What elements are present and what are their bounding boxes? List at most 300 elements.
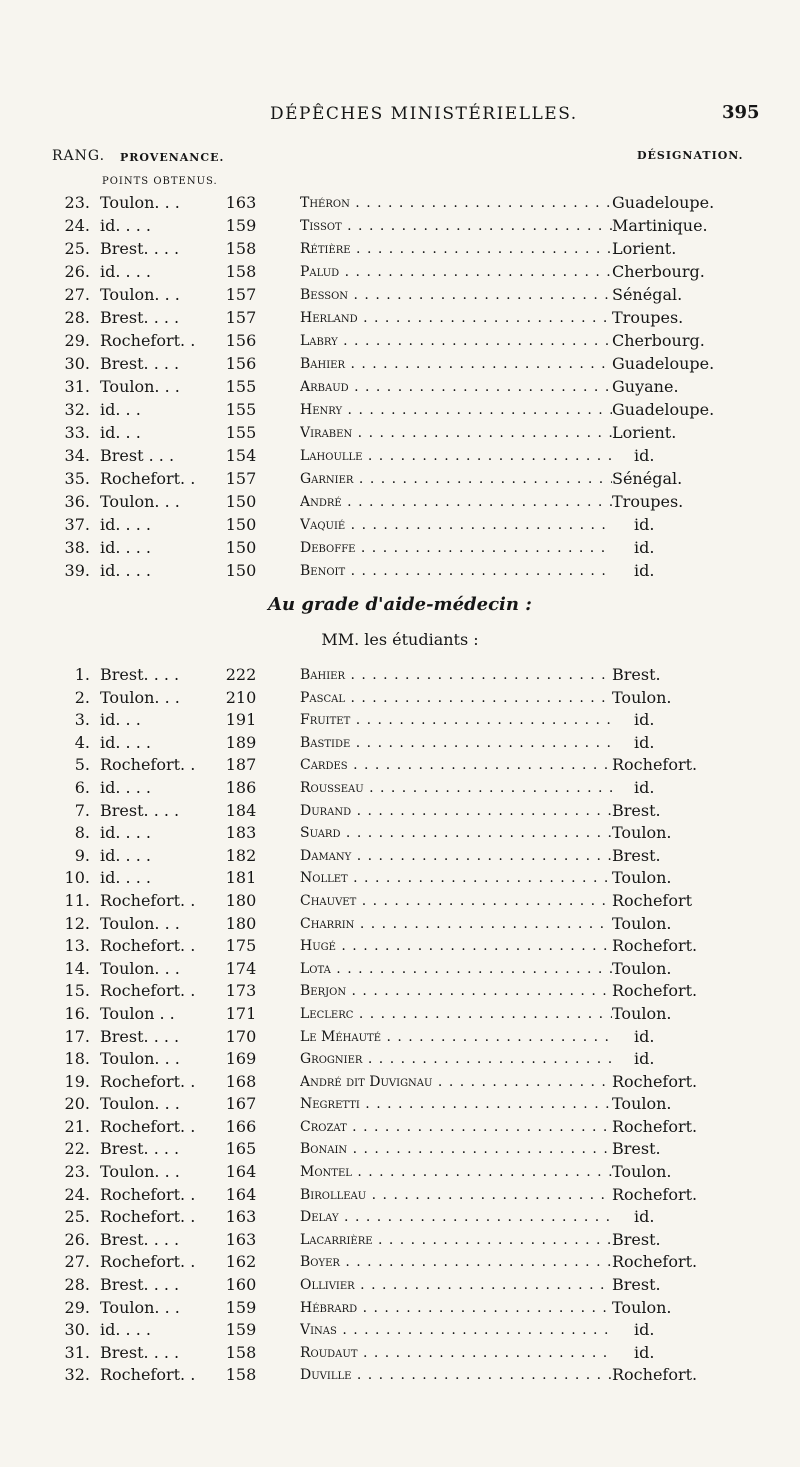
table-row xyxy=(0,1027,800,1050)
table-row xyxy=(0,1230,800,1253)
table-row xyxy=(0,1252,800,1275)
table-row xyxy=(0,1049,800,1072)
name-cell: Benoit . . . xyxy=(300,563,612,579)
provenance-cell: Brest. . . . xyxy=(100,1229,180,1249)
name-cell: Crozat . . . xyxy=(300,1119,612,1135)
points-cell: 170 xyxy=(225,1026,257,1046)
designation-cell: Toulon. xyxy=(612,823,672,843)
designation-cell: Martinique. xyxy=(612,216,708,235)
designation-cell: Troupes. xyxy=(612,308,684,327)
rank-cell: 37. xyxy=(64,515,90,534)
table-row xyxy=(0,1275,800,1298)
table-row xyxy=(0,846,800,869)
designation-cell: id. xyxy=(634,732,655,752)
table-row xyxy=(0,423,800,446)
column-head-provenance: PROVENANCE. xyxy=(120,151,225,164)
name-cell: Nollet . . . xyxy=(300,870,612,886)
designation-cell: Toulon. xyxy=(612,1297,672,1317)
rank-cell: 39. xyxy=(64,561,90,580)
provenance-cell: Toulon. . . xyxy=(100,958,180,978)
provenance-cell: Rochefort. . xyxy=(100,981,196,1001)
name-cell: Palud . . . xyxy=(300,264,612,280)
name-cell: Pascal . . . xyxy=(300,690,612,706)
provenance-cell: Toulon. . . xyxy=(100,377,180,396)
name-cell: Bonain . . . xyxy=(300,1141,612,1157)
provenance-cell: Brest. . . . xyxy=(100,1026,180,1046)
rank-cell: 34. xyxy=(64,446,90,465)
designation-cell: Rochefort xyxy=(612,890,693,910)
rank-cell: 4. xyxy=(74,732,90,752)
designation-cell: Toulon. xyxy=(612,687,672,707)
name-cell: Vinas . . . xyxy=(300,1322,612,1338)
table-row xyxy=(0,755,800,778)
rank-cell: 38. xyxy=(64,538,90,557)
rank-cell: 19. xyxy=(64,1071,90,1091)
rank-cell: 6. xyxy=(74,777,90,797)
rank-cell: 15. xyxy=(64,981,90,1001)
designation-cell: id. xyxy=(634,538,655,557)
provenance-cell: id. . . . xyxy=(100,868,151,888)
points-cell: 155 xyxy=(225,423,257,442)
name-cell: Birolleau . . . xyxy=(300,1187,612,1203)
name-cell: Duville . . . xyxy=(300,1367,612,1383)
provenance-cell: Toulon. . . xyxy=(100,1162,180,1182)
name-cell: Labry . . . xyxy=(300,333,612,349)
designation-cell: Brest. xyxy=(612,1275,661,1295)
points-cell: 175 xyxy=(225,936,257,956)
name-cell: Leclerc . . . xyxy=(300,1006,612,1022)
points-cell: 186 xyxy=(225,777,257,797)
provenance-cell: Rochefort. . xyxy=(100,890,196,910)
rank-cell: 17. xyxy=(64,1026,90,1046)
rank-cell: 29. xyxy=(64,331,90,350)
provenance-cell: Toulon . . xyxy=(100,1003,175,1023)
provenance-cell: id. . . . xyxy=(100,515,151,534)
points-cell: 156 xyxy=(225,331,257,350)
provenance-cell: Rochefort. . xyxy=(100,1252,196,1272)
provenance-cell: id. . . . xyxy=(100,1320,151,1340)
points-cell: 159 xyxy=(225,1320,257,1340)
rank-cell: 24. xyxy=(64,216,90,235)
provenance-cell: id. . . xyxy=(100,710,141,730)
designation-cell: id. xyxy=(634,561,655,580)
rank-cell: 32. xyxy=(64,1365,90,1385)
provenance-cell: Rochefort. . xyxy=(100,1184,196,1204)
designation-cell: Toulon. xyxy=(612,913,672,933)
points-cell: 164 xyxy=(225,1162,257,1182)
provenance-cell: Rochefort. . xyxy=(100,1116,196,1136)
name-cell: Viraben . . . xyxy=(300,425,612,441)
name-cell: Berjon . . . xyxy=(300,983,612,999)
table-row xyxy=(0,1162,800,1185)
points-cell: 160 xyxy=(225,1275,257,1295)
rank-cell: 21. xyxy=(64,1116,90,1136)
table-row xyxy=(0,868,800,891)
points-cell: 163 xyxy=(225,1207,257,1227)
provenance-cell: id. . . . xyxy=(100,845,151,865)
designation-cell: Cherbourg. xyxy=(612,262,705,281)
designation-cell: id. xyxy=(634,1207,655,1227)
rank-cell: 23. xyxy=(64,193,90,212)
points-cell: 164 xyxy=(225,1184,257,1204)
table-row xyxy=(0,1094,800,1117)
name-cell: Damany . . . xyxy=(300,848,612,864)
name-cell: Delay . . . xyxy=(300,1209,612,1225)
designation-cell: Toulon. xyxy=(612,958,672,978)
provenance-cell: Brest. . . . xyxy=(100,308,180,327)
rank-cell: 36. xyxy=(64,492,90,511)
table-row xyxy=(0,959,800,982)
points-cell: 173 xyxy=(225,981,257,1001)
points-cell: 181 xyxy=(225,868,257,888)
provenance-cell: Rochefort. . xyxy=(100,469,196,488)
points-cell: 222 xyxy=(225,665,257,684)
designation-cell: Troupes. xyxy=(612,492,684,511)
table-row xyxy=(0,823,800,846)
name-cell: Bahier . . . xyxy=(300,356,612,372)
provenance-cell: id. . . . xyxy=(100,561,151,580)
designation-cell: Guyane. xyxy=(612,377,679,396)
provenance-cell: Toulon. . . xyxy=(100,285,180,304)
points-cell: 174 xyxy=(225,958,257,978)
table-row xyxy=(0,1004,800,1027)
provenance-cell: Brest. . . . xyxy=(100,239,180,258)
name-cell: Durand . . . xyxy=(300,803,612,819)
points-cell: 150 xyxy=(225,561,257,580)
points-cell: 165 xyxy=(225,1139,257,1159)
points-cell: 183 xyxy=(225,823,257,843)
designation-cell: Rochefort. xyxy=(612,1184,698,1204)
designation-cell: Lorient. xyxy=(612,239,677,258)
points-cell: 171 xyxy=(225,1003,257,1023)
designation-cell: id. xyxy=(634,1320,655,1340)
table-row xyxy=(0,914,800,937)
provenance-cell: Brest. . . . xyxy=(100,665,180,684)
name-cell: Rétière . . . xyxy=(300,241,612,257)
table-row xyxy=(0,262,800,285)
rank-cell: 14. xyxy=(64,958,90,978)
table-row xyxy=(0,377,800,400)
table-row xyxy=(0,1365,800,1388)
designation-cell: Rochefort. xyxy=(612,1365,698,1385)
table-row xyxy=(0,1117,800,1140)
designation-cell: Sénégal. xyxy=(612,469,683,488)
points-cell: 167 xyxy=(225,1094,257,1114)
table-row xyxy=(0,515,800,538)
designation-cell: id. xyxy=(634,515,655,534)
provenance-cell: id. . . . xyxy=(100,823,151,843)
table-row xyxy=(0,688,800,711)
name-cell: Chauvet . . . xyxy=(300,893,612,909)
provenance-cell: Brest. . . . xyxy=(100,1139,180,1159)
table-row xyxy=(0,239,800,262)
rank-cell: 25. xyxy=(64,1207,90,1227)
name-cell: Herland . . . xyxy=(300,310,612,326)
table-row xyxy=(0,981,800,1004)
provenance-cell: Rochefort. . xyxy=(100,1071,196,1091)
column-head-designation: DÉSIGNATION. xyxy=(637,149,744,162)
designation-cell: Rochefort. xyxy=(612,755,698,775)
table-row xyxy=(0,936,800,959)
points-cell: 150 xyxy=(225,492,257,511)
points-cell: 158 xyxy=(225,1365,257,1385)
column-head-points: POINTS OBTENUS. xyxy=(102,176,218,187)
table-row xyxy=(0,1298,800,1321)
points-cell: 155 xyxy=(225,377,257,396)
name-cell: Roudaut . . . xyxy=(300,1345,612,1361)
name-cell: Hébrard . . . xyxy=(300,1300,612,1316)
designation-cell: Brest. xyxy=(612,665,661,684)
rank-cell: 28. xyxy=(64,1275,90,1295)
rank-cell: 18. xyxy=(64,1049,90,1069)
table-row xyxy=(0,308,800,331)
name-cell: Ollivier . . . xyxy=(300,1277,612,1293)
provenance-cell: Rochefort. . xyxy=(100,755,196,775)
designation-cell: Brest. xyxy=(612,1229,661,1249)
designation-cell: Guadeloupe. xyxy=(612,193,715,212)
provenance-cell: Rochefort. . xyxy=(100,936,196,956)
name-cell: Garnier . . . xyxy=(300,471,612,487)
rank-cell: 13. xyxy=(64,936,90,956)
points-cell: 166 xyxy=(225,1116,257,1136)
table-row xyxy=(0,1207,800,1230)
rank-cell: 20. xyxy=(64,1094,90,1114)
name-cell: Arbaud . . . xyxy=(300,379,612,395)
table-row xyxy=(0,1343,800,1366)
rank-cell: 31. xyxy=(64,377,90,396)
provenance-cell: id. . . . xyxy=(100,216,151,235)
provenance-cell: Brest. . . . xyxy=(100,1342,180,1362)
designation-cell: id. xyxy=(634,1342,655,1362)
points-cell: 168 xyxy=(225,1071,257,1091)
points-cell: 157 xyxy=(225,285,257,304)
rank-cell: 26. xyxy=(64,262,90,281)
table-row xyxy=(0,561,800,584)
name-cell: Lahoulle . . . xyxy=(300,448,612,464)
table-row xyxy=(0,710,800,733)
rank-cell: 5. xyxy=(74,755,90,775)
points-cell: 150 xyxy=(225,538,257,557)
name-cell: Henry . . . xyxy=(300,402,612,418)
points-cell: 187 xyxy=(225,755,257,775)
rank-cell: 23. xyxy=(64,1162,90,1182)
name-cell: Grognier . . . xyxy=(300,1051,612,1067)
designation-cell: Toulon. xyxy=(612,1003,672,1023)
rank-cell: 33. xyxy=(64,423,90,442)
name-cell: Lacarrière . . . xyxy=(300,1232,612,1248)
rank-cell: 28. xyxy=(64,308,90,327)
points-cell: 180 xyxy=(225,913,257,933)
points-cell: 154 xyxy=(225,446,257,465)
table-row xyxy=(0,1072,800,1095)
points-cell: 158 xyxy=(225,1342,257,1362)
name-cell: André dit Duvignau . . . xyxy=(300,1074,612,1090)
points-cell: 155 xyxy=(225,400,257,419)
rank-cell: 1. xyxy=(74,665,90,684)
table-row xyxy=(0,1320,800,1343)
name-cell: Fruitet . . . xyxy=(300,712,612,728)
designation-cell: Rochefort. xyxy=(612,981,698,1001)
designation-cell: Guadeloupe. xyxy=(612,400,715,419)
table-row xyxy=(0,193,800,216)
table-row xyxy=(0,354,800,377)
designation-cell: Sénégal. xyxy=(612,285,683,304)
name-cell: Cardes . . . xyxy=(300,757,612,773)
table-row xyxy=(0,285,800,308)
name-cell: Lota . . . xyxy=(300,961,612,977)
provenance-cell: Brest . . . xyxy=(100,446,175,465)
rank-cell: 29. xyxy=(64,1297,90,1317)
rank-cell: 26. xyxy=(64,1229,90,1249)
points-cell: 150 xyxy=(225,515,257,534)
rank-cell: 30. xyxy=(64,354,90,373)
rank-cell: 35. xyxy=(64,469,90,488)
provenance-cell: Toulon. . . xyxy=(100,1297,180,1317)
provenance-cell: id. . . xyxy=(100,423,141,442)
table-row xyxy=(0,469,800,492)
designation-cell: id. xyxy=(634,777,655,797)
points-cell: 182 xyxy=(225,845,257,865)
points-cell: 184 xyxy=(225,800,257,820)
table-row xyxy=(0,446,800,469)
rank-cell: 31. xyxy=(64,1342,90,1362)
points-cell: 162 xyxy=(225,1252,257,1272)
designation-cell: id. xyxy=(634,710,655,730)
rank-cell: 11. xyxy=(64,890,90,910)
rank-cell: 8. xyxy=(74,823,90,843)
designation-cell: Lorient. xyxy=(612,423,677,442)
table-row xyxy=(0,801,800,824)
name-cell: Besson . . . xyxy=(300,287,612,303)
points-cell: 158 xyxy=(225,262,257,281)
provenance-cell: Brest. . . . xyxy=(100,800,180,820)
points-cell: 210 xyxy=(225,687,257,707)
designation-cell: Brest. xyxy=(612,845,661,865)
designation-cell: Guadeloupe. xyxy=(612,354,715,373)
designation-cell: Toulon. xyxy=(612,868,672,888)
rank-cell: 27. xyxy=(64,1252,90,1272)
designation-cell: Rochefort. xyxy=(612,1116,698,1136)
section-subtitle: MM. les étudiants : xyxy=(321,630,479,649)
provenance-cell: Rochefort. . xyxy=(100,331,196,350)
provenance-cell: Toulon. . . xyxy=(100,1049,180,1069)
points-cell: 158 xyxy=(225,239,257,258)
rank-cell: 16. xyxy=(64,1003,90,1023)
provenance-cell: Toulon. . . xyxy=(100,913,180,933)
points-cell: 189 xyxy=(225,732,257,752)
rank-cell: 7. xyxy=(74,800,90,820)
table-row xyxy=(0,891,800,914)
table-row xyxy=(0,492,800,515)
name-cell: André . . . xyxy=(300,494,612,510)
designation-cell: Brest. xyxy=(612,1139,661,1159)
points-cell: 163 xyxy=(225,1229,257,1249)
designation-cell: Toulon. xyxy=(612,1094,672,1114)
ranking-table-medecins xyxy=(0,193,800,584)
rank-cell: 30. xyxy=(64,1320,90,1340)
rank-cell: 10. xyxy=(64,868,90,888)
rank-cell: 27. xyxy=(64,285,90,304)
name-cell: Le Méhauté . . . xyxy=(300,1029,612,1045)
section-title: Au grade d'aide-médecin : xyxy=(268,594,532,615)
ranking-table-aide-medecins xyxy=(0,665,800,1388)
name-cell: Suard . . . xyxy=(300,825,612,841)
points-cell: 156 xyxy=(225,354,257,373)
designation-cell: Brest. xyxy=(612,800,661,820)
name-cell: Rousseau . . . xyxy=(300,780,612,796)
name-cell: Boyer . . . xyxy=(300,1254,612,1270)
table-row xyxy=(0,665,800,688)
table-row xyxy=(0,331,800,354)
provenance-cell: id. . . . xyxy=(100,777,151,797)
rank-cell: 32. xyxy=(64,400,90,419)
name-cell: Deboffe . . . xyxy=(300,540,612,556)
provenance-cell: id. . . . xyxy=(100,538,151,557)
points-cell: 157 xyxy=(225,469,257,488)
provenance-cell: Rochefort. . xyxy=(100,1207,196,1227)
designation-cell: Cherbourg. xyxy=(612,331,705,350)
points-cell: 159 xyxy=(225,1297,257,1317)
name-cell: Charrin . . . xyxy=(300,916,612,932)
column-head-rank: RANG. xyxy=(52,148,106,164)
name-cell: Montel . . . xyxy=(300,1164,612,1180)
provenance-cell: Toulon. . . xyxy=(100,687,180,707)
provenance-cell: Brest. . . . xyxy=(100,354,180,373)
name-cell: Negretti . . . xyxy=(300,1096,612,1112)
points-cell: 163 xyxy=(225,193,257,212)
page-number: 395 xyxy=(722,102,760,123)
designation-cell: Rochefort. xyxy=(612,1071,698,1091)
table-row xyxy=(0,216,800,239)
name-cell: Bastide . . . xyxy=(300,735,612,751)
provenance-cell: Brest. . . . xyxy=(100,1275,180,1295)
provenance-cell: Rochefort. . xyxy=(100,1365,196,1385)
provenance-cell: Toulon. . . xyxy=(100,193,180,212)
designation-cell: id. xyxy=(634,446,655,465)
provenance-cell: Toulon. . . xyxy=(100,1094,180,1114)
points-cell: 169 xyxy=(225,1049,257,1069)
provenance-cell: id. . . . xyxy=(100,262,151,281)
provenance-cell: id. . . xyxy=(100,400,141,419)
name-cell: Théron . . . xyxy=(300,195,612,211)
table-row xyxy=(0,538,800,561)
designation-cell: Toulon. xyxy=(612,1162,672,1182)
name-cell: Vaquié . . . xyxy=(300,517,612,533)
name-cell: Bahier . . . xyxy=(300,667,612,683)
rank-cell: 25. xyxy=(64,239,90,258)
points-cell: 157 xyxy=(225,308,257,327)
name-cell: Hugé . . . xyxy=(300,938,612,954)
rank-cell: 2. xyxy=(74,687,90,707)
running-head: DÉPÊCHES MINISTÉRIELLES. xyxy=(270,104,578,124)
provenance-cell: id. . . . xyxy=(100,732,151,752)
designation-cell: Rochefort. xyxy=(612,936,698,956)
table-row xyxy=(0,400,800,423)
designation-cell: Rochefort. xyxy=(612,1252,698,1272)
provenance-cell: Toulon. . . xyxy=(100,492,180,511)
rank-cell: 22. xyxy=(64,1139,90,1159)
table-row xyxy=(0,733,800,756)
rank-cell: 12. xyxy=(64,913,90,933)
name-cell: Tissot . . . xyxy=(300,218,612,234)
rank-cell: 24. xyxy=(64,1184,90,1204)
table-row xyxy=(0,778,800,801)
designation-cell: id. xyxy=(634,1026,655,1046)
points-cell: 191 xyxy=(225,710,257,730)
rank-cell: 9. xyxy=(74,845,90,865)
table-row xyxy=(0,1185,800,1208)
rank-cell: 3. xyxy=(74,710,90,730)
